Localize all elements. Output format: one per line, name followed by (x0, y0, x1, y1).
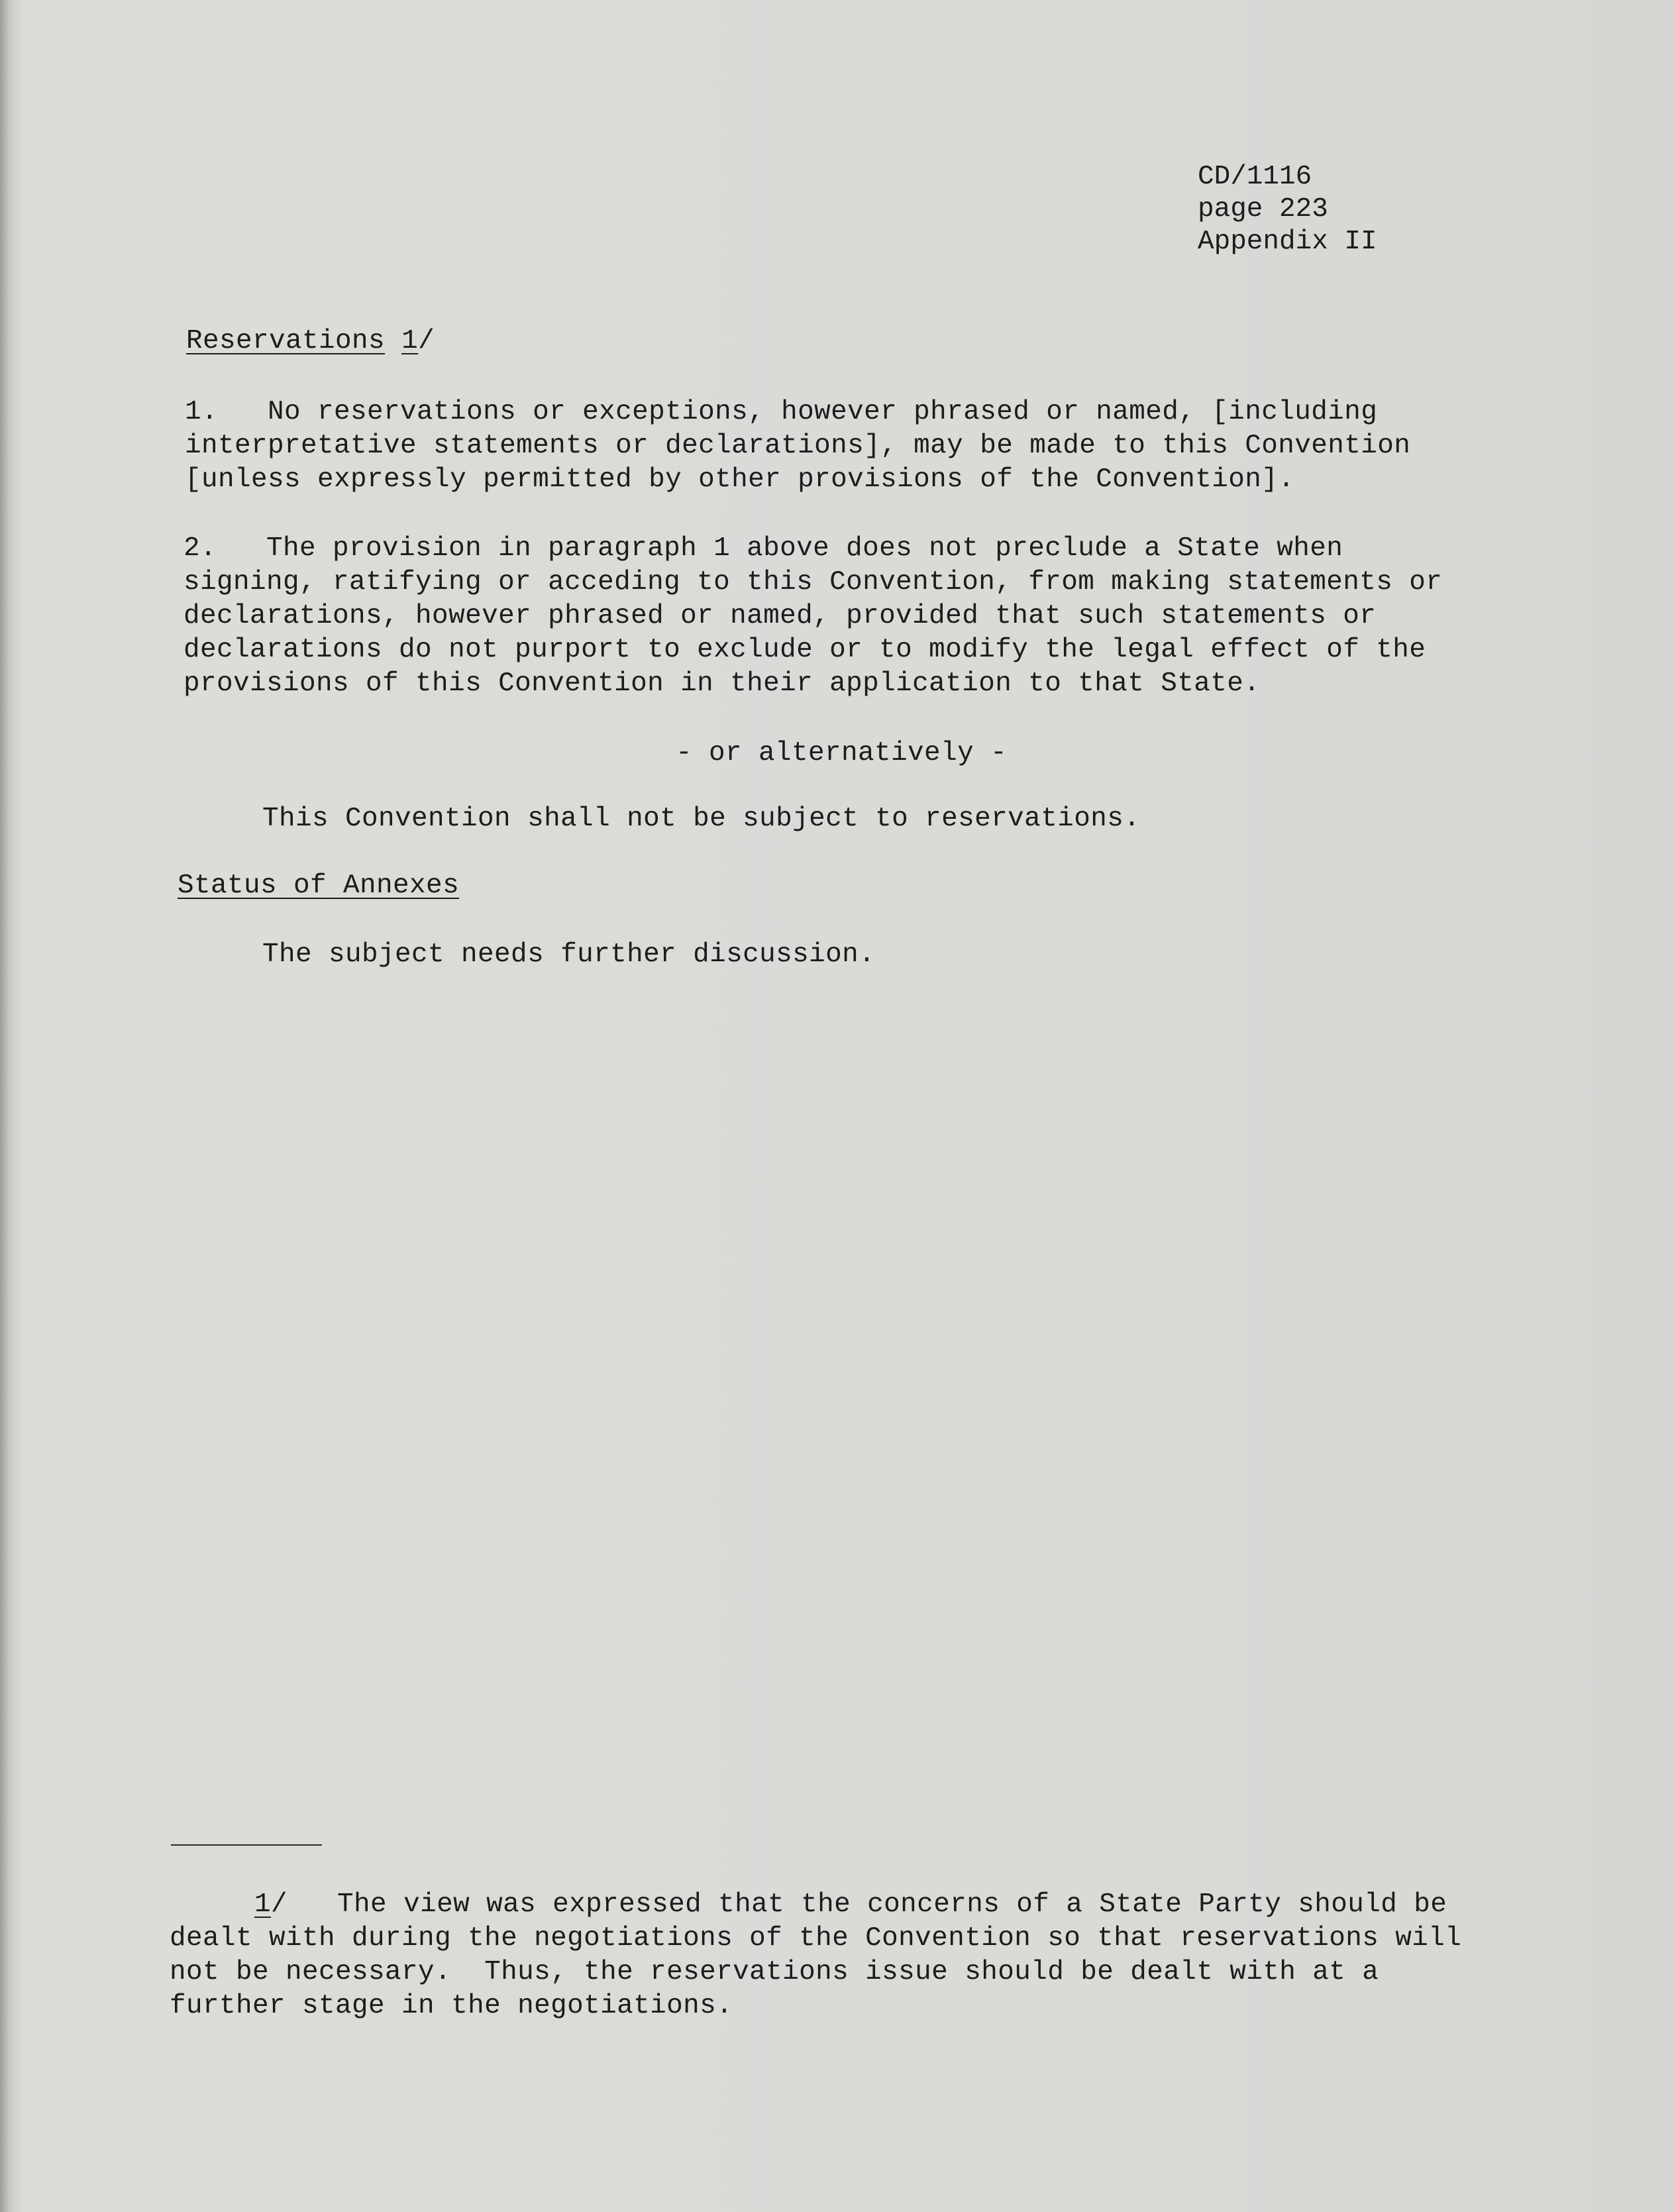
paragraph-2-line: declarations do not purport to exclude or to modify the legal effect of the (183, 635, 1426, 665)
paragraph-2-line: declarations, however phrased or named, provided that such statements or (183, 601, 1377, 631)
footnote-marker: 1 (254, 1889, 272, 1920)
reservations-footnote-ref: 1 (401, 326, 419, 356)
alternative-separator: - or alternatively - (676, 738, 1008, 768)
paragraph-1-line: 1. No reservations or exceptions, however phrased or named, [including (185, 397, 1378, 427)
reservations-heading: Reservations 1/ (186, 326, 435, 356)
annexes-heading: Status of Annexes (178, 870, 460, 901)
footnote-divider (171, 1844, 322, 1846)
footnote-line: further stage in the negotiations. (170, 1991, 733, 2021)
footnote-line: dealt with during the negotiations of the Convention so that reservations will (170, 1923, 1462, 1954)
annexes-text: The subject needs further discussion. (262, 939, 876, 970)
footnote-line: not be necessary. Thus, the reservations issue should be dealt with at a (170, 1957, 1379, 1987)
page-number: page 223 (1198, 194, 1328, 225)
paragraph-2-line: provisions of this Convention in their application to that State. (183, 668, 1261, 699)
alternative-text: This Convention shall not be subject to reservations. (262, 804, 1141, 834)
footnote-line: 1/ The view was expressed that the concerns of a State Party should be (254, 1889, 1447, 1920)
doc-number: CD/1116 (1198, 162, 1312, 192)
paragraph-2-line: 2. The provision in paragraph 1 above does not preclude a State when (183, 533, 1343, 564)
paragraph-1-line: [unless expressly permitted by other provisions of the Convention]. (185, 464, 1295, 495)
document-header (1198, 161, 1377, 258)
appendix-label: Appendix II (1198, 227, 1377, 257)
paragraph-1-line: interpretative statements or declarations], may be made to this Convention (185, 431, 1411, 461)
paragraph-2-line: signing, ratifying or acceding to this Convention, from making statements or (183, 567, 1443, 598)
